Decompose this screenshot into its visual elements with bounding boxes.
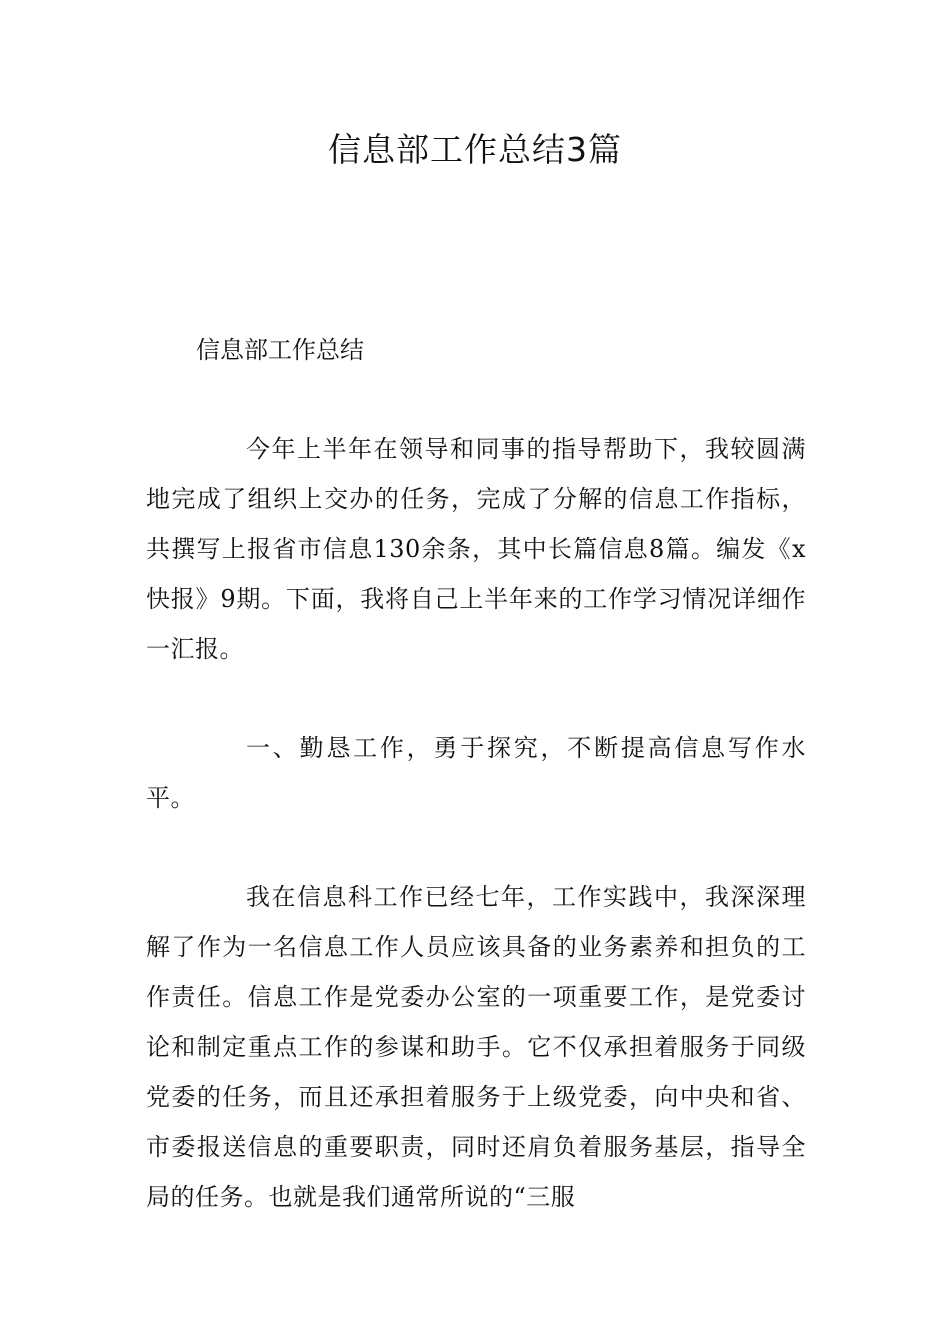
paragraph-intro: 今年上半年在领导和同事的指导帮助下，我较圆满地完成了组织上交办的任务，完成了分解的信息工作指标，共撰写上报省市信息130余条，其中长篇信息8篇。编发《x快报》9期。下面，我将自己上半年来的工作学习情况详细作一汇报。 [146,435,806,663]
paragraph-point-one: 一、勤恳工作，勇于探究，不断提高信息写作水平。 [146,734,806,812]
section-heading: 信息部工作总结 [196,336,364,364]
document-title: 信息部工作总结3篇 [328,130,622,169]
paragraph-body: 我在信息科工作已经七年，工作实践中，我深深理解了作为一名信息工作人员应该具备的业务素养和担负的工作责任。信息工作是党委办公室的一项重要工作，是党委讨论和制定重点工作的参谋和助手。它不仅承担着服务于同级党委的任务，而且还承担着服务于上级党委，向中央和省、市委报送信息的重要职责，同时还肩负着服务基层，指导全局的任务。也就是我们通常所说的“三服 [146,883,806,1211]
